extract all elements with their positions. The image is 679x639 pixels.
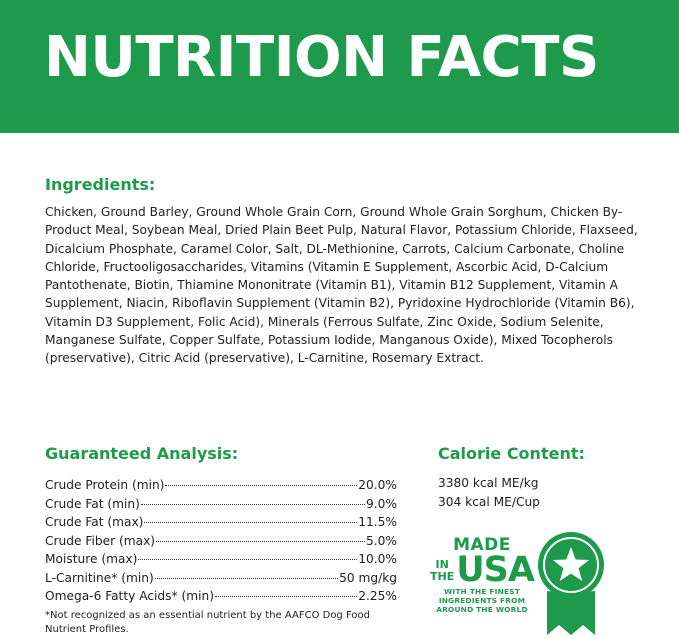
analysis-value: 2.25% <box>358 589 397 603</box>
analysis-value: 20.0% <box>358 478 397 492</box>
guaranteed-analysis-heading: Guaranteed Analysis: <box>45 444 239 463</box>
dot-leader <box>138 545 357 560</box>
calorie-content <box>438 474 540 511</box>
calorie-content-heading: Calorie Content: <box>438 444 585 463</box>
analysis-value: 10.0% <box>358 552 397 566</box>
analysis-label: Crude Fat (max) <box>45 515 144 529</box>
tagline-line: INGREDIENTS FROM <box>438 596 526 605</box>
analysis-value: 11.5% <box>358 515 397 529</box>
in-the-usa <box>430 550 534 590</box>
analysis-value: 5.0% <box>366 533 397 548</box>
dot-leader <box>165 471 357 486</box>
analysis-label: L-Carnitine* (min) <box>45 570 154 585</box>
analysis-label: Crude Fiber (max) <box>45 533 156 548</box>
dot-leader <box>156 527 365 542</box>
analysis-label: Crude Protein (min) <box>45 478 165 492</box>
calorie-per-kg: 3380 kcal ME/kg <box>438 476 539 490</box>
made-text: MADE <box>453 535 511 555</box>
made-in-usa-logo <box>432 537 532 614</box>
analysis-value: 50 mg/kg <box>339 570 397 585</box>
analysis-label: Omega-6 Fatty Acids* (min) <box>45 589 214 603</box>
dot-leader <box>155 564 338 579</box>
page-title: NUTRITION FACTS <box>44 25 599 90</box>
usa-text: USA <box>456 550 534 590</box>
analysis-value: 9.0% <box>366 496 397 511</box>
analysis-label: Moisture (max) <box>45 552 138 566</box>
tagline-line: WITH THE FINEST <box>444 587 520 596</box>
dot-leader <box>144 508 357 523</box>
guaranteed-analysis-table <box>45 474 397 604</box>
tagline-line: AROUND THE WORLD <box>436 605 528 614</box>
analysis-row <box>45 585 397 604</box>
dot-leader <box>215 582 357 597</box>
ingredients-heading: Ingredients: <box>45 175 156 194</box>
calorie-per-cup: 304 kcal ME/Cup <box>438 494 540 509</box>
analysis-footnote: *Not recognized as an essential nutrient by the AAFCO Dog Food Nutrient Profiles. <box>45 610 370 635</box>
analysis-label: Crude Fat (min) <box>45 496 140 511</box>
star-ribbon-badge-icon <box>537 531 605 639</box>
in-the-text: IN THE <box>430 557 455 583</box>
dot-leader <box>141 490 365 505</box>
header-banner <box>0 0 679 133</box>
ingredients-list: Chicken, Ground Barley, Ground Whole Grain Corn, Ground Whole Grain Sorghum, Chicken By-Product Meal, Soybean Meal, Dried Plain Beet Pulp, Natural Flavor, Potassium Chloride, Flaxseed, Dicalcium Phosphate, Caramel Color, Salt, DL-Methionine, Carrots, Calcium Carbonate, Choline Chloride, Fructooligosaccharides, Vitamins (Vitamin E Supplement, Ascorbic Acid, D-Calcium Pantothenate, Biotin, Thiamine Mononitrate (Vitamin B1), Vitamin B12 Supplement, Vitamin A Supplement, Niacin, Riboflavin Supplement (Vitamin B2), Pyridoxine Hydrochloride (Vitamin B6), Vitamin D3 Supplement, Folic Acid), Minerals (Ferrous Sulfate, Zinc Oxide, Sodium Selenite, Manganese Sulfate, Copper Sulfate, Potassium Iodide, Manganous Oxide), Mixed Tocopherols (preservative), Citric Acid (preservative), L-Carnitine, Rosemary Extract. <box>45 205 638 366</box>
